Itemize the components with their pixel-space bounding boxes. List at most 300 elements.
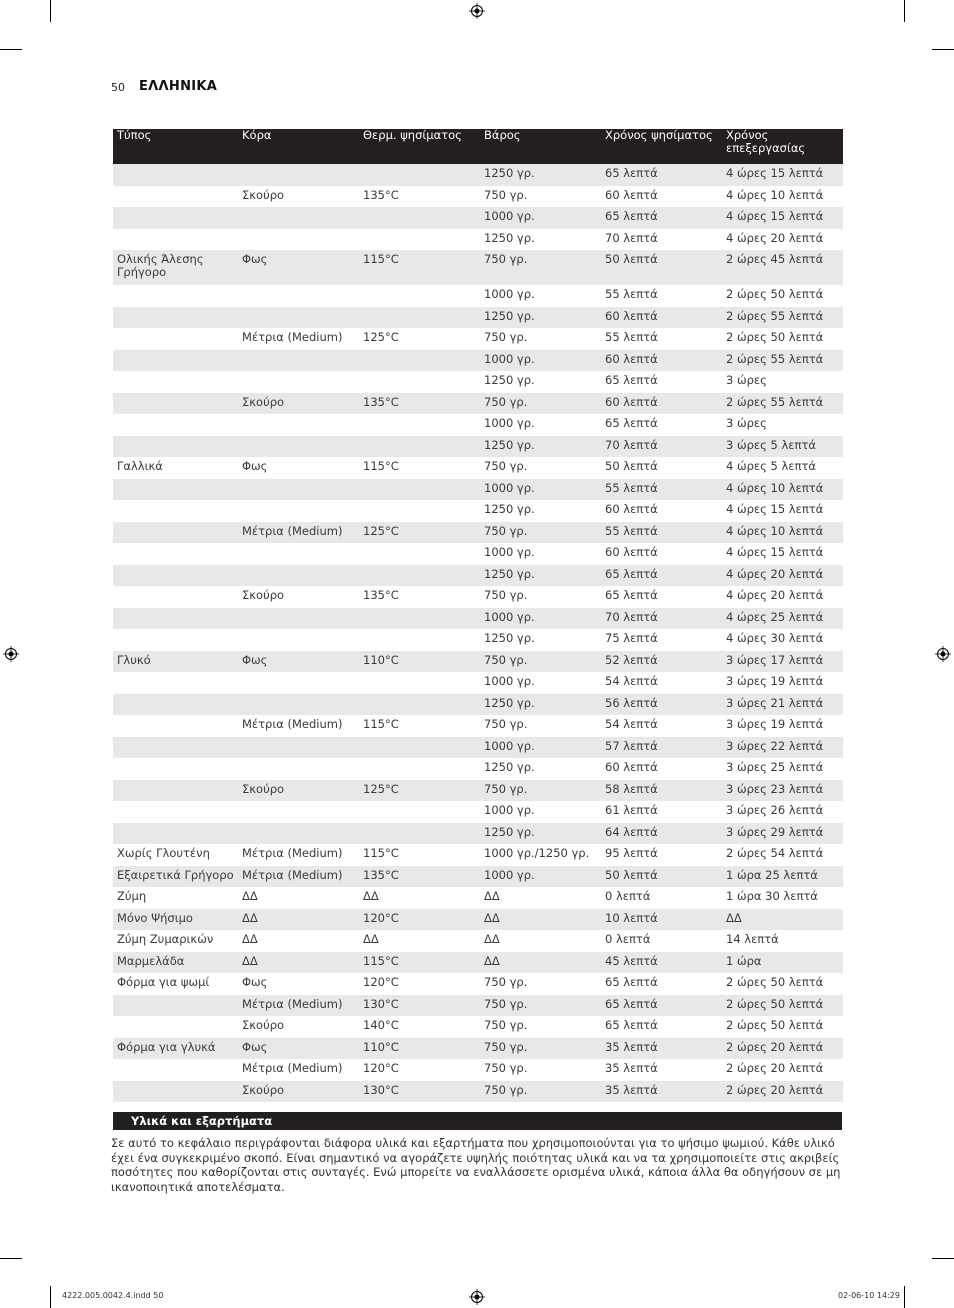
table-cell: 125°C [363,330,399,344]
table-cell: 115°C [363,846,399,860]
table-cell [113,307,238,329]
table-row [113,285,843,307]
table-cell: 1250 γρ. [484,230,535,245]
table-cell [113,371,238,393]
table-cell: 35 λεπτά [605,1061,658,1075]
table-cell: 3 ώρες 19 λεπτά [726,717,824,731]
table-cell: 110°C [359,651,480,673]
table-cell: 135°C [359,866,480,888]
table-cell: 1250 γρ. [484,760,535,774]
table-cell: ΔΔ [480,909,601,931]
table-cell [113,164,238,186]
table-cell: 55 λεπτά [601,522,722,544]
table-header-row [113,129,843,164]
table-cell: 4 ώρες 20 λεπτά [726,588,824,602]
table-cell: Μέτρια (Medium) [242,330,343,344]
table-cell: 1000 γρ. [484,416,535,430]
table-cell: 2 ώρες 50 λεπτά [726,330,824,344]
table-cell [113,694,238,716]
table-cell: 50 λεπτά [605,459,658,473]
table-cell: Μέτρια (Medium) [238,522,359,544]
registration-mark-icon [935,646,951,662]
table-cell: 750 γρ. [480,522,601,544]
table-cell: 60 λεπτά [605,187,658,202]
table-cell [113,285,238,307]
table-cell [359,207,480,229]
table-body [113,164,843,1102]
table-cell: 54 λεπτά [605,674,658,688]
table-row [113,186,843,208]
table-row [113,629,843,651]
table-cell: 1 ώρα 30 λεπτά [726,889,818,903]
column-header: Κόρα [238,129,359,164]
table-cell: 4 ώρες 25 λεπτά [722,608,843,630]
table-row [113,823,843,845]
table-cell [359,565,480,587]
table-row [113,1038,843,1060]
table-cell [113,500,238,522]
registration-mark-icon [3,646,19,662]
table-cell: 2 ώρες 55 λεπτά [722,350,843,372]
table-row [113,1081,843,1103]
table-cell [238,694,359,716]
page-number: 50 [111,81,125,94]
table-cell: 135°C [359,393,480,415]
column-header: Τύπος [113,129,238,164]
table-cell: Σκούρο [242,588,285,602]
table-cell: Μέτρια (Medium) [238,866,359,888]
table-cell: 55 λεπτά [605,330,658,344]
crop-mark [932,1258,954,1259]
table-cell: 750 γρ. [480,651,601,673]
table-row [113,371,843,393]
table-cell [113,780,238,802]
table-cell: 750 γρ. [484,459,528,473]
table-row [113,973,843,995]
table-cell [238,207,359,229]
table-row [113,608,843,630]
table-cell: 0 λεπτά [605,889,651,903]
table-cell: 130°C [359,995,480,1017]
table-cell: 3 ώρες [726,416,767,430]
table-row [113,436,843,458]
table-cell: 1250 γρ. [484,631,535,645]
table-cell [238,629,359,651]
table-cell: ΔΔ [242,932,258,946]
table-row [113,522,843,544]
table-row [113,164,843,186]
table-cell: 135°C [363,187,399,202]
table-cell: 750 γρ. [480,1081,601,1103]
table-row [113,909,843,931]
table-cell [238,479,359,501]
table-row [113,801,843,823]
table-cell: 750 γρ. [484,588,528,602]
crop-mark [932,49,954,50]
table-cell [113,207,238,229]
table-cell [359,500,480,522]
table-cell [359,229,480,251]
table-cell: 57 λεπτά [601,737,722,759]
table-cell: 55 λεπτά [601,479,722,501]
table-row [113,207,843,229]
table-cell: 65 λεπτά [601,164,722,186]
table-cell: 3 ώρες 23 λεπτά [722,780,843,802]
table-cell: ΔΔ [722,909,843,931]
table-cell: 2 ώρες 50 λεπτά [726,975,824,989]
table-cell: 750 γρ. [480,1038,601,1060]
column-header: Βάρος [480,129,601,164]
page-language-title: ΕΛΛΗΝΙΚΑ [139,79,218,94]
table-cell: Φως [238,250,359,285]
table-cell [238,801,359,823]
table-cell: 115°C [359,952,480,974]
table-cell [113,586,238,608]
table-row [113,780,843,802]
table-cell: Φως [238,651,359,673]
table-cell [359,371,480,393]
table-cell: 4 ώρες 15 λεπτά [726,502,824,516]
table-cell: 70 λεπτά [605,230,658,245]
table-cell: 750 γρ. [480,995,601,1017]
table-row [113,328,843,350]
table-cell: 125°C [359,522,480,544]
table-cell: ΔΔ [484,932,500,946]
footer-file-info: 4222.005.0042.4.indd 50 [62,1291,164,1300]
table-cell: 45 λεπτά [601,952,722,974]
table-cell: 4 ώρες 20 λεπτά [726,230,824,245]
table-cell: 65 λεπτά [605,975,658,989]
table-cell: 3 ώρες [726,373,767,387]
table-cell: 1000 γρ. [484,287,535,301]
table-cell [359,307,480,329]
table-cell: 1000 γρ. [480,207,601,229]
table-row [113,250,843,285]
table-cell [238,608,359,630]
table-cell: 1000 γρ. [480,737,601,759]
table-cell [359,629,480,651]
table-cell: 1000 γρ. [484,803,535,817]
table-cell [359,350,480,372]
table-row [113,758,843,780]
table-cell: 2 ώρες 50 λεπτά [722,995,843,1017]
table-cell: Φόρμα για γλυκά [113,1038,238,1060]
table-row [113,393,843,415]
table-cell: Σκούρο [238,780,359,802]
table-cell: 115°C [363,717,399,731]
table-cell: 3 ώρες 29 λεπτά [722,823,843,845]
table-cell: 60 λεπτά [601,307,722,329]
table-row [113,229,843,251]
table-cell [359,737,480,759]
table-cell [238,758,359,780]
table-cell [113,186,238,208]
table-row [113,651,843,673]
table-cell [113,436,238,458]
table-cell: 4 ώρες 10 λεπτά [722,479,843,501]
table-cell [113,328,238,350]
table-cell: 4 ώρες 10 λεπτά [726,187,824,202]
table-cell: Σκούρο [242,187,285,202]
table-cell: 750 γρ. [484,330,528,344]
crop-mark [0,49,22,50]
crop-mark [0,1258,22,1259]
table-cell: 4 ώρες 10 λεπτά [722,522,843,544]
table-cell: Μέτρια (Medium) [242,846,343,860]
crop-mark [50,1286,51,1308]
table-cell: 1250 γρ. [480,164,601,186]
column-header: Χρόνος επεξεργασίας [722,129,843,164]
table-cell: 3 ώρες 5 λεπτά [722,436,843,458]
table-row [113,737,843,759]
table-cell: Φως [242,975,268,989]
table-row [113,543,843,565]
table-cell: Ολικής Άλεσης Γρήγορο [113,250,238,285]
table-row [113,930,843,952]
table-row [113,715,843,737]
table-row [113,672,843,694]
table-cell [359,758,480,780]
table-cell: 1000 γρ. [484,545,535,559]
table-cell: 2 ώρες 54 λεπτά [726,846,824,860]
table-row [113,1016,843,1038]
table-cell: 125°C [359,780,480,802]
table-cell [359,543,480,565]
table-cell: 35 λεπτά [601,1038,722,1060]
table-cell [238,285,359,307]
table-cell: 3 ώρες 25 λεπτά [726,760,824,774]
table-cell: 54 λεπτά [605,717,658,731]
table-cell: 2 ώρες 45 λεπτά [722,250,843,285]
table-cell: 2 ώρες 55 λεπτά [722,393,843,415]
table-cell: 750 γρ. [484,1061,528,1075]
table-cell: Μόνο Ψήσιμο [113,909,238,931]
table-cell: 135°C [363,588,399,602]
crop-mark [904,1286,905,1308]
table-cell: 60 λεπτά [601,350,722,372]
table-cell: 4 ώρες 5 λεπτά [726,459,816,473]
table-cell: 140°C [363,1018,399,1032]
table-cell: 70 λεπτά [601,608,722,630]
footer-date: 02-06-10 14:29 [838,1291,900,1300]
table-cell: 120°C [363,975,399,989]
table-cell [113,565,238,587]
table-cell [359,823,480,845]
table-cell [238,229,359,251]
table-cell: Σκούρο [238,1081,359,1103]
column-header: Χρόνος ψησίματος [601,129,722,164]
table-row [113,414,843,436]
table-cell: 1000 γρ. [480,866,601,888]
table-cell: 50 λεπτά [601,866,722,888]
table-cell: Σκούρο [238,393,359,415]
section-paragraph: Σε αυτό το κεφάλαιο περιγράφονται διάφορα υλικά και εξαρτήματα που χρησιμοποιούνται για το ψήσιμο ψωμιού. Κάθε υλικό έχει ένα συγκεκριμένο σκοπό. Είναι σημαντικό να αγοράζετε υψηλής ποιότητας υλικά και να τα χρησιμοποιείτε στις ακριβείς ποσότητες που καθορίζονται στις συνταγές. Ενώ μπορείτε να εναλλάσσετε ορισμένα υλικά, κάποια άλλα θα οδηγήσουν σε μη ικανοποιητικά αποτελέσματα. [111,1136,841,1194]
column-header: Θερμ. ψησίματος [359,129,480,164]
table-cell: Εξαιρετικά Γρήγορο [113,866,238,888]
table-cell: 120°C [363,1061,399,1075]
table-cell [113,608,238,630]
table-cell [113,350,238,372]
table-cell: 115°C [359,250,480,285]
table-cell: 3 ώρες 21 λεπτά [722,694,843,716]
table-cell: 750 γρ. [480,780,601,802]
table-row [113,500,843,522]
table-cell: Σκούρο [242,1018,285,1032]
table-cell: ΔΔ [484,889,500,903]
table-cell: 750 γρ. [480,393,601,415]
table-cell [113,715,238,737]
table-cell [113,629,238,651]
table-cell [359,801,480,823]
table-cell [238,737,359,759]
table-cell [113,393,238,415]
table-cell: 60 λεπτά [605,545,658,559]
table-cell: Μαρμελάδα [113,952,238,974]
table-cell [238,500,359,522]
table-cell [238,414,359,436]
table-row [113,1059,843,1081]
table-cell: 61 λεπτά [605,803,658,817]
crop-mark [904,0,905,22]
table-cell: 65 λεπτά [605,588,658,602]
table-cell: Μέτρια (Medium) [238,995,359,1017]
table-cell [113,229,238,251]
table-cell: 75 λεπτά [605,631,658,645]
table-cell: Φως [242,459,268,473]
table-cell: 2 ώρες 20 λεπτά [722,1038,843,1060]
table-cell: Ζύμη [117,889,147,903]
table-row [113,586,843,608]
table-cell: 1250 γρ. [480,823,601,845]
table-cell: 2 ώρες 20 λεπτά [722,1081,843,1103]
table-cell: 750 γρ. [484,717,528,731]
table-cell [113,737,238,759]
table-cell: ΔΔ [238,909,359,931]
table-cell [359,479,480,501]
table-cell [238,543,359,565]
table-cell: 3 ώρες 22 λεπτά [722,737,843,759]
table-cell: 1000 γρ./1250 γρ. [484,846,590,860]
table-row [113,307,843,329]
table-cell: 70 λεπτά [601,436,722,458]
table-cell [113,522,238,544]
table-cell [238,164,359,186]
table-cell: 4 ώρες 15 λεπτά [722,207,843,229]
table-row [113,457,843,479]
table-cell [113,672,238,694]
table-cell: 64 λεπτά [601,823,722,845]
table-cell: 65 λεπτά [605,416,658,430]
table-cell: 1250 γρ. [484,373,535,387]
table-row [113,350,843,372]
table-row [113,887,843,909]
table-cell: 95 λεπτά [605,846,658,860]
table-cell: 1 ώρα [722,952,843,974]
table-cell: ΔΔ [480,952,601,974]
table-cell: 1 ώρα 25 λεπτά [722,866,843,888]
table-cell [113,995,238,1017]
table-cell: 0 λεπτά [605,932,651,946]
table-cell: 4 ώρες 15 λεπτά [726,545,824,559]
table-cell: Ζύμη Ζυμαρικών [117,932,214,946]
table-cell [113,479,238,501]
table-cell: 1000 γρ. [484,674,535,688]
table-cell: 60 λεπτά [605,502,658,516]
table-cell: 3 ώρες 17 λεπτά [722,651,843,673]
table-cell: 65 λεπτά [601,565,722,587]
table-cell: 2 ώρες 50 λεπτά [726,287,824,301]
table-cell [113,801,238,823]
table-cell: 1250 γρ. [484,502,535,516]
table-cell: 65 λεπτά [605,373,658,387]
table-cell: 4 ώρες 15 λεπτά [722,164,843,186]
table-cell [113,1059,238,1081]
table-cell [113,1081,238,1103]
table-cell: Φόρμα για ψωμί [117,975,210,989]
table-cell: 35 λεπτά [601,1081,722,1103]
table-cell: Μέτρια (Medium) [242,717,343,731]
table-cell [238,565,359,587]
table-cell: 110°C [359,1038,480,1060]
table-row [113,565,843,587]
table-cell: 4 ώρες 30 λεπτά [726,631,824,645]
table-cell: 65 λεπτά [605,1018,658,1032]
table-cell [359,694,480,716]
table-cell: 1250 γρ. [480,565,601,587]
table-cell: 60 λεπτά [605,760,658,774]
table-cell: 65 λεπτά [601,207,722,229]
table-cell: ΔΔ [242,889,258,903]
table-cell: 50 λεπτά [601,250,722,285]
table-cell: 1000 γρ. [480,350,601,372]
table-cell: 2 ώρες 50 λεπτά [726,1018,824,1032]
table-cell [113,414,238,436]
table-cell [113,1016,238,1038]
table-cell: ΔΔ [238,952,359,974]
table-cell: 56 λεπτά [601,694,722,716]
table-cell: 52 λεπτά [601,651,722,673]
table-cell [238,436,359,458]
section-heading: Υλικά και εξαρτήματα [113,1112,842,1130]
table-row [113,866,843,888]
table-cell: 120°C [359,909,480,931]
table-cell [238,823,359,845]
table-cell [359,608,480,630]
table-cell: 58 λεπτά [601,780,722,802]
table-cell: 750 γρ. [480,250,601,285]
table-row [113,995,843,1017]
table-cell [359,285,480,307]
table-cell: Χωρίς Γλουτένη [117,846,210,860]
table-cell: 1000 γρ. [480,479,601,501]
table-cell: Γαλλικά [117,459,163,473]
table-cell [359,672,480,694]
table-cell [238,371,359,393]
table-row [113,694,843,716]
table-cell: 130°C [359,1081,480,1103]
table-cell: 1250 γρ. [480,307,601,329]
table-cell [238,672,359,694]
table-cell: 2 ώρες 20 λεπτά [726,1061,824,1075]
table-cell: 3 ώρες 26 λεπτά [726,803,824,817]
table-cell: 750 γρ. [484,1018,528,1032]
table-cell: 65 λεπτά [601,995,722,1017]
baking-program-table [113,129,843,1102]
table-cell: 115°C [363,459,399,473]
table-cell [359,414,480,436]
table-cell: 1000 γρ. [480,608,601,630]
table-cell: 1250 γρ. [480,436,601,458]
